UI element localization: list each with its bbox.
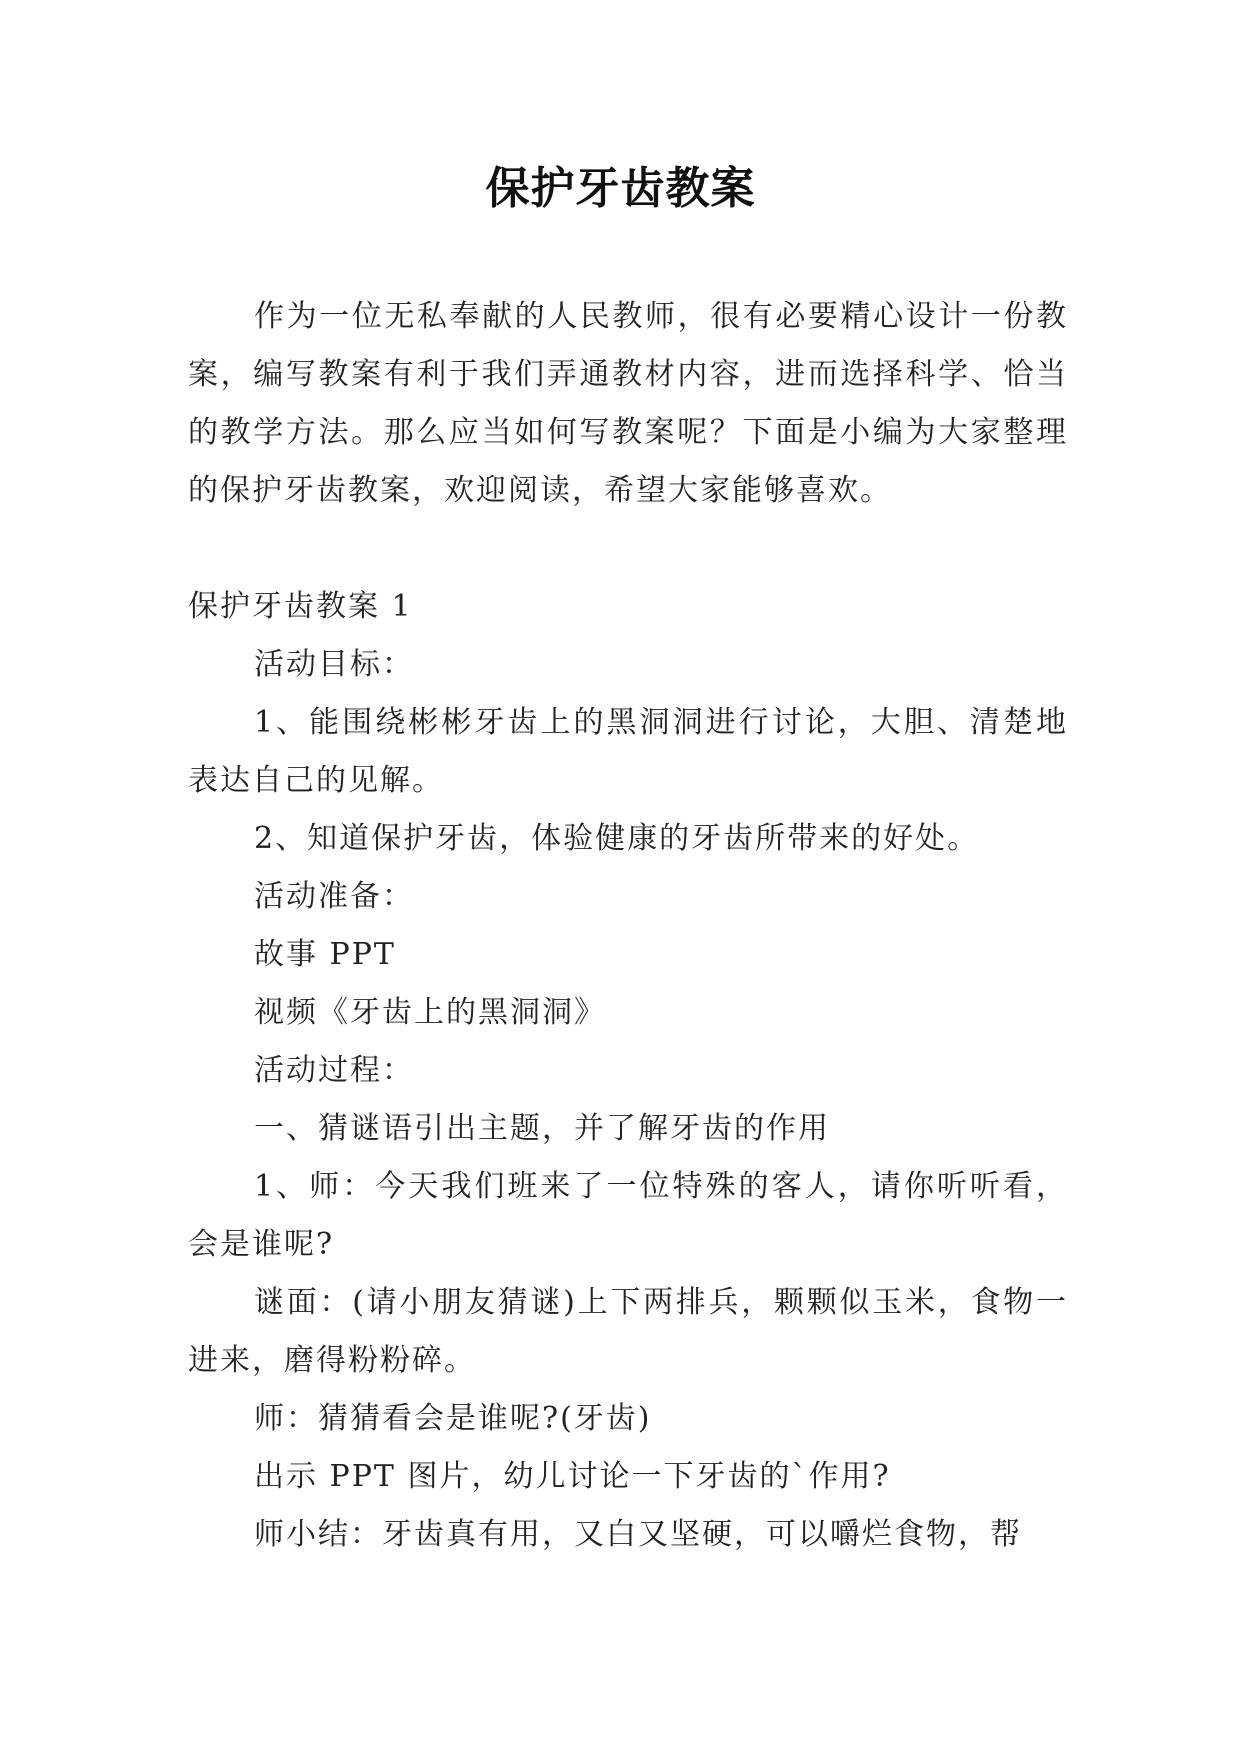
body-paragraph: 谜面：(请小朋友猜谜)上下两排兵，颗颗似玉米，食物一进来，磨得粉粉碎。 (188, 1285, 1068, 1378)
body-paragraph: 故事 PPT (254, 937, 396, 972)
intro-paragraph: 作为一位无私奉献的人民教师，很有必要精心设计一份教案，编写教案有利于我们弄通教材内容，进而选择科学、恰当的教学方法。那么应当如何写教案呢？下面是小编为大家整理的保护牙齿教案，欢迎阅读，希望大家能够喜欢。 (188, 299, 1068, 508)
body-paragraph: 活动目标： (254, 647, 414, 682)
body-paragraph: 视频《牙齿上的黑洞洞》 (254, 995, 606, 1030)
body-paragraph: 1、能围绕彬彬牙齿上的黑洞洞进行讨论，大胆、清楚地表达自己的见解。 (188, 705, 1068, 798)
body-paragraph: 师小结：牙齿真有用，又白又坚硬，可以嚼烂食物，帮 (254, 1517, 1022, 1552)
body-paragraph: 师：猜猜看会是谁呢?(牙齿) (254, 1401, 652, 1436)
section-heading: 保护牙齿教案 1 (188, 589, 413, 624)
body-paragraph: 2、知道保护牙齿，体验健康的牙齿所带来的好处。 (254, 821, 980, 856)
body-paragraph: 一、猜谜语引出主题，并了解牙齿的作用 (254, 1111, 830, 1146)
document-body (188, 288, 1068, 1564)
body-paragraph: 活动准备： (254, 879, 414, 914)
body-paragraph: 出示 PPT 图片，幼儿讨论一下牙齿的`作用? (254, 1459, 891, 1494)
body-paragraph: 1、师：今天我们班来了一位特殊的客人，请你听听看，会是谁呢? (188, 1169, 1068, 1262)
body-paragraph: 活动过程： (254, 1053, 414, 1088)
document-title: 保护牙齿教案 (485, 163, 756, 214)
